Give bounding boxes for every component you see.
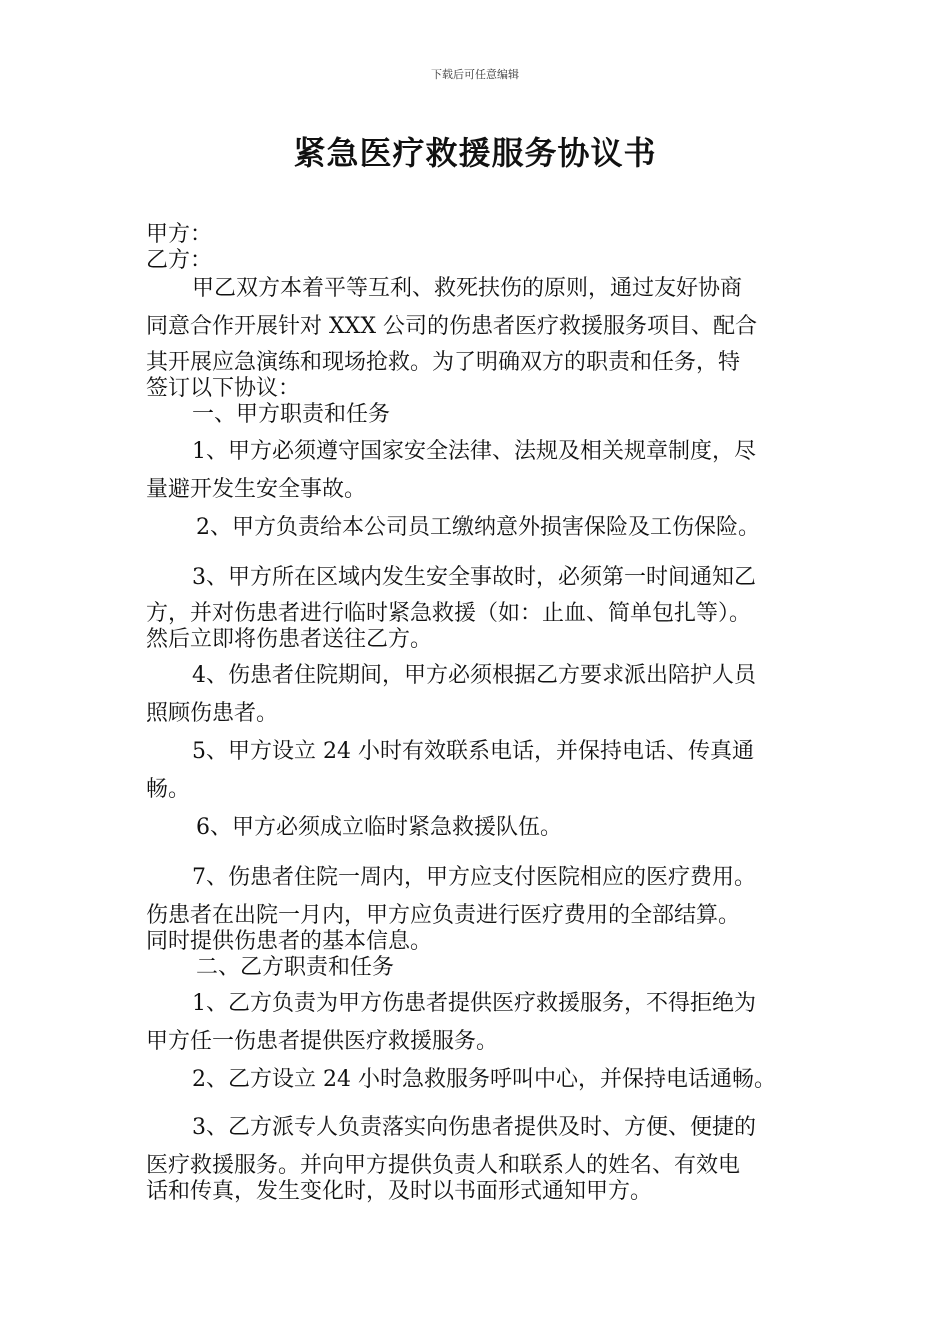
intro-paragraph	[146, 276, 810, 402]
section-2-item-2	[146, 1067, 810, 1093]
section-1-heading: 一、甲方职责和任务	[192, 402, 391, 427]
header-note: 下载后可任意编辑	[431, 68, 519, 81]
item-line: 量避开发生安全事故。	[146, 477, 367, 502]
item-line: 医疗救援服务。并向甲方提供负责人和联系人的姓名、有效电	[146, 1153, 741, 1178]
intro-line: 同意合作开展针对 XXX 公司的伤患者医疗救援服务项目、配合	[146, 314, 757, 339]
party-a-label: 甲方：	[146, 222, 213, 247]
section-1-item-7	[146, 865, 810, 955]
item-line: 照顾伤患者。	[146, 701, 279, 726]
section-1-item-2	[146, 515, 810, 541]
item-line: 然后立即将伤患者送往乙方。	[146, 627, 433, 652]
section-2-item-3	[146, 1115, 810, 1205]
intro-line: 其开展应急演练和现场抢救。为了明确双方的职责和任务，特	[146, 350, 741, 375]
item-line: 5、甲方设立 24 小时有效联系电话，并保持电话、传真通	[192, 739, 754, 764]
party-b-label: 乙方：	[146, 248, 213, 273]
item-line: 1、乙方负责为甲方伤患者提供医疗救援服务，不得拒绝为	[192, 991, 756, 1016]
item-line: 伤患者在出院一月内，甲方应负责进行医疗费用的全部结算。	[146, 903, 741, 928]
item-line: 畅。	[146, 777, 191, 802]
intro-line: 甲乙双方本着平等互利、救死扶伤的原则，通过友好协商	[192, 276, 743, 301]
item-line: 3、甲方所在区域内发生安全事故时，必须第一时间通知乙	[192, 565, 756, 590]
section-2-item-1	[146, 991, 810, 1055]
item-line: 6、甲方必须成立临时紧急救援队伍。	[196, 815, 562, 840]
item-line: 2、甲方负责给本公司员工缴纳意外损害保险及工伤保险。	[196, 515, 760, 540]
item-line: 7、伤患者住院一周内，甲方应支付医院相应的医疗费用。	[192, 865, 756, 890]
section-1-item-6	[146, 815, 810, 841]
item-line: 甲方任一伤患者提供医疗救援服务。	[146, 1029, 499, 1054]
section-1-item-5	[146, 739, 810, 803]
item-line: 方，并对伤患者进行临时紧急救援（如：止血、简单包扎等）。	[146, 601, 752, 626]
section-2-heading: 二、乙方职责和任务	[196, 955, 395, 980]
item-line: 话和传真，发生变化时，及时以书面形式通知甲方。	[146, 1179, 653, 1204]
document-body	[146, 222, 810, 1205]
section-1-item-3	[146, 565, 810, 653]
item-line: 2、乙方设立 24 小时急救服务呼叫中心，并保持电话通畅。	[192, 1067, 776, 1092]
document-title: 紧急医疗救援服务协议书	[293, 134, 657, 172]
section-1-item-1	[146, 439, 810, 503]
item-line: 同时提供伤患者的基本信息。	[146, 929, 433, 954]
item-line: 1、甲方必须遵守国家安全法律、法规及相关规章制度，尽	[192, 439, 756, 464]
item-line: 3、乙方派专人负责落实向伤患者提供及时、方便、便捷的	[192, 1115, 756, 1140]
section-1-item-4	[146, 663, 810, 727]
intro-line: 签订以下协议：	[146, 376, 301, 401]
item-line: 4、伤患者住院期间，甲方必须根据乙方要求派出陪护人员	[192, 663, 756, 688]
